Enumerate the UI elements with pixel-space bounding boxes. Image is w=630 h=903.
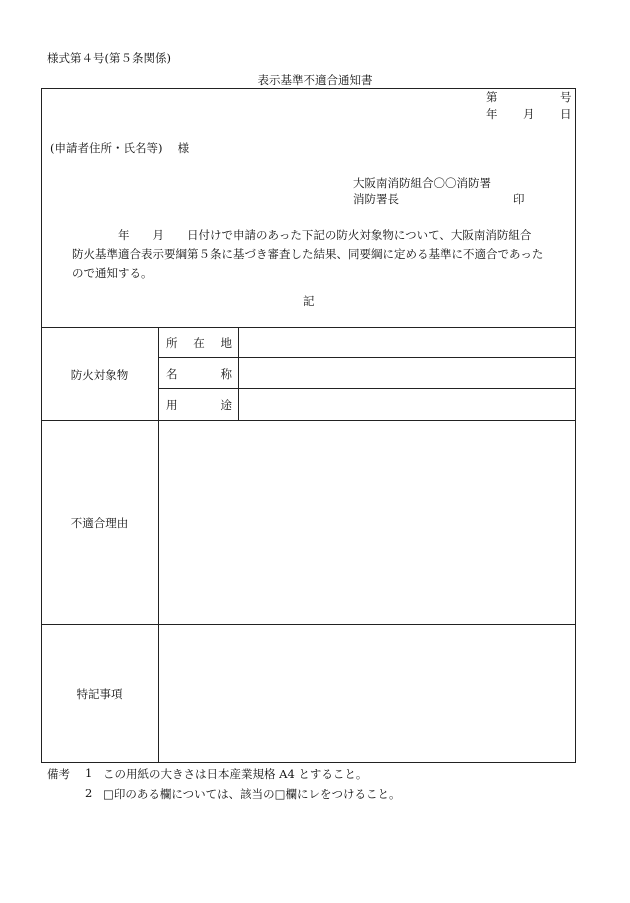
- ki-heading: 記: [303, 294, 315, 308]
- note-1-text: この用紙の大きさは日本産業規格 A4 とすること。: [103, 767, 368, 781]
- use-field[interactable]: [244, 397, 572, 415]
- fire-object-label: 防火対象物: [70, 368, 129, 382]
- date-day: 日: [560, 107, 572, 121]
- issuer-organization: 大阪南消防組合〇〇消防署: [353, 176, 491, 190]
- name-field[interactable]: [244, 366, 572, 384]
- notes-label: 備考: [47, 767, 70, 781]
- label-column-rule: [158, 327, 159, 763]
- form-number: 様式第４号(第５条関係): [47, 51, 171, 65]
- location-label: 所 在 地: [166, 336, 232, 350]
- row-rule-reason: [41, 624, 576, 625]
- date-year: 年: [486, 107, 498, 121]
- row-rule-name: [158, 388, 576, 389]
- body-line-1: 年 月 日付けで申請のあった下記の防火対象物について、大阪南消防組合: [118, 228, 532, 242]
- recipient-line: (申請者住所・氏名等) 様: [50, 141, 190, 155]
- table-top-rule: [41, 327, 576, 328]
- notice-number-prefix: 第: [486, 90, 498, 104]
- notice-number-suffix: 号: [560, 90, 572, 104]
- use-label: 用 途: [166, 398, 232, 412]
- special-remarks-field[interactable]: [164, 630, 572, 756]
- note-1-number: 1: [85, 766, 93, 780]
- seal-mark: 印: [513, 192, 525, 206]
- note-2-text: □印のある欄については、該当の□欄にレをつけること。: [103, 787, 401, 801]
- body-line-3: ので通知する。: [72, 266, 153, 280]
- date-month: 月: [523, 107, 535, 121]
- body-line-2: 防火基準適合表示要綱第５条に基づき審査した結果、同要綱に定める基準に不適合であった: [72, 247, 544, 261]
- nonconformity-reason-label: 不適合理由: [70, 516, 129, 530]
- notice-body: [72, 226, 572, 283]
- row-rule-object: [41, 420, 576, 421]
- location-field[interactable]: [244, 335, 572, 353]
- sub-label-column-rule: [238, 327, 239, 420]
- name-label: 名 称: [166, 367, 232, 381]
- special-remarks-label: 特記事項: [76, 687, 123, 701]
- row-rule-location: [158, 357, 576, 358]
- document-title: 表示基準不適合通知書: [257, 73, 373, 87]
- nonconformity-reason-field[interactable]: [164, 426, 572, 618]
- issuer-title: 消防署長: [353, 192, 399, 206]
- note-2-number: 2: [85, 786, 93, 800]
